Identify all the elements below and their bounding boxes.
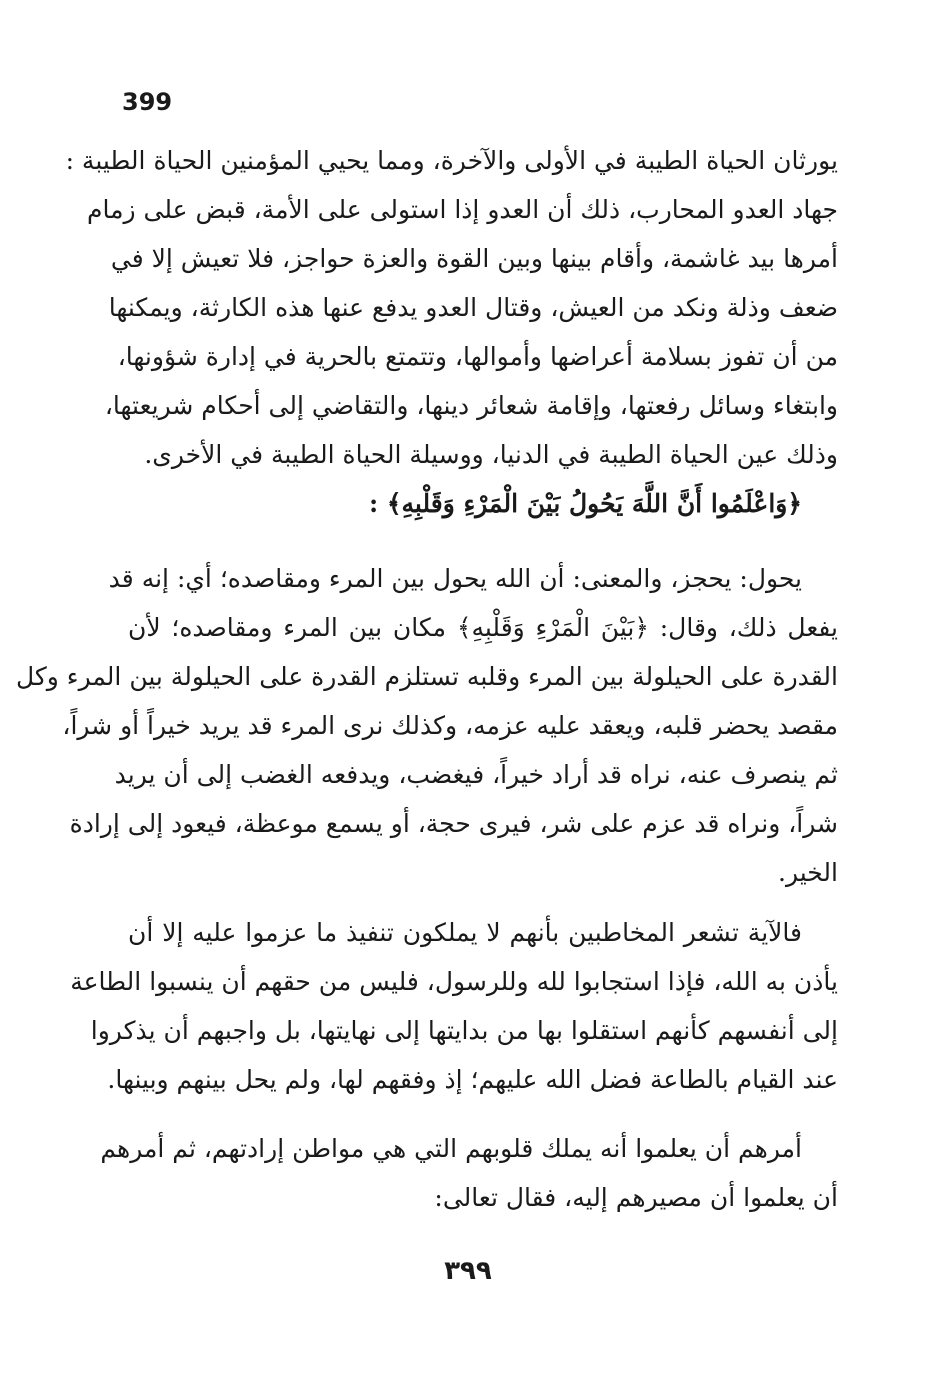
text-line: من أن تفوز بسلامة أعراضها وأموالها، وتتمتع بالحرية في إدارة شؤونها،: [117, 342, 838, 371]
text-line: شراً، ونراه قد عزم على شر، فيرى حجة، أو يسمع موعظة، فيعود إلى إرادة: [69, 809, 838, 838]
text-line: ثم ينصرف عنه، نراه قد أراد خيراً، فيغضب، ويدفعه الغضب إلى أن يريد: [114, 760, 838, 789]
paragraph-2: [15, 554, 838, 897]
paragraph-1: [65, 136, 838, 528]
verse-heading: ﴿وَاعْلَمُوا أَنَّ اللَّهَ يَحُولُ بَيْنَ الْمَرْءِ وَقَلْبِهِ﴾ :: [368, 489, 802, 518]
text-line: القدرة على الحيلولة بين المرء وقلبه تستلزم القدرة على الحيلولة بين المرء وكل: [15, 662, 838, 691]
text-line: يورثان الحياة الطيبة في الأولى والآخرة، ومما يحيي المؤمنين الحياة الطيبة :: [65, 146, 838, 175]
text-line: وذلك عين الحياة الطيبة في الدنيا، ووسيلة الحياة الطيبة في الأخرى.: [144, 440, 838, 469]
text-line: جهاد العدو المحارب، ذلك أن العدو إذا استولى على الأمة، قبض على زمام: [87, 195, 838, 224]
text-line: أن يعلموا أن مصيرهم إليه، فقال تعالى:: [434, 1183, 838, 1212]
text-line: يحول: يحجز، والمعنى: أن الله يحول بين المرء ومقاصده؛ أي: إنه قد: [108, 564, 802, 593]
page-number-bottom: ٣٩٩: [444, 1256, 492, 1286]
text-line: مقصد يحضر قلبه، ويعقد عليه عزمه، وكذلك نرى المرء قد يريد خيراً أو شراً،: [62, 711, 838, 740]
text-line: يأذن به الله، فإذا استجابوا لله وللرسول، فليس من حقهم أن ينسبوا الطاعة: [70, 967, 838, 996]
text-line: أمرها بيد غاشمة، وأقام بينها وبين القوة والعزة حواجز، فلا تعيش إلا في: [110, 244, 838, 273]
text-line: عند القيام بالطاعة فضل الله عليهم؛ إذ وفقهم لها، ولم يحل بينهم وبينها.: [107, 1065, 838, 1094]
paragraph-3: [70, 908, 838, 1104]
page-number-top: 399: [122, 88, 173, 116]
text-line: أمرهم أن يعلموا أنه يملك قلوبهم التي هي مواطن إرادتهم، ثم أمرهم: [100, 1134, 802, 1163]
text-line: إلى أنفسهم كأنهم استقلوا بها من بدايتها إلى نهايتها، بل واجبهم أن يذكروا: [90, 1016, 838, 1045]
text-line: وابتغاء وسائل رفعتها، وإقامة شعائر دينها، والتقاضي إلى أحكام شريعتها،: [104, 391, 838, 420]
text-line: ضعف وذلة ونكد من العيش، وقتال العدو يدفع عنها هذه الكارثة، ويمكنها: [108, 293, 838, 322]
text-line: فالآية تشعر المخاطبين بأنهم لا يملكون تنفيذ ما عزموا عليه إلا أن: [128, 918, 802, 947]
paragraph-4: [100, 1124, 838, 1222]
text-line: الخير.: [778, 858, 838, 887]
text-line: يفعل ذلك، وقال: ﴿بَيْنَ الْمَرْءِ وَقَلْبِهِ﴾ مكان بين المرء ومقاصده؛ لأن: [128, 613, 838, 642]
